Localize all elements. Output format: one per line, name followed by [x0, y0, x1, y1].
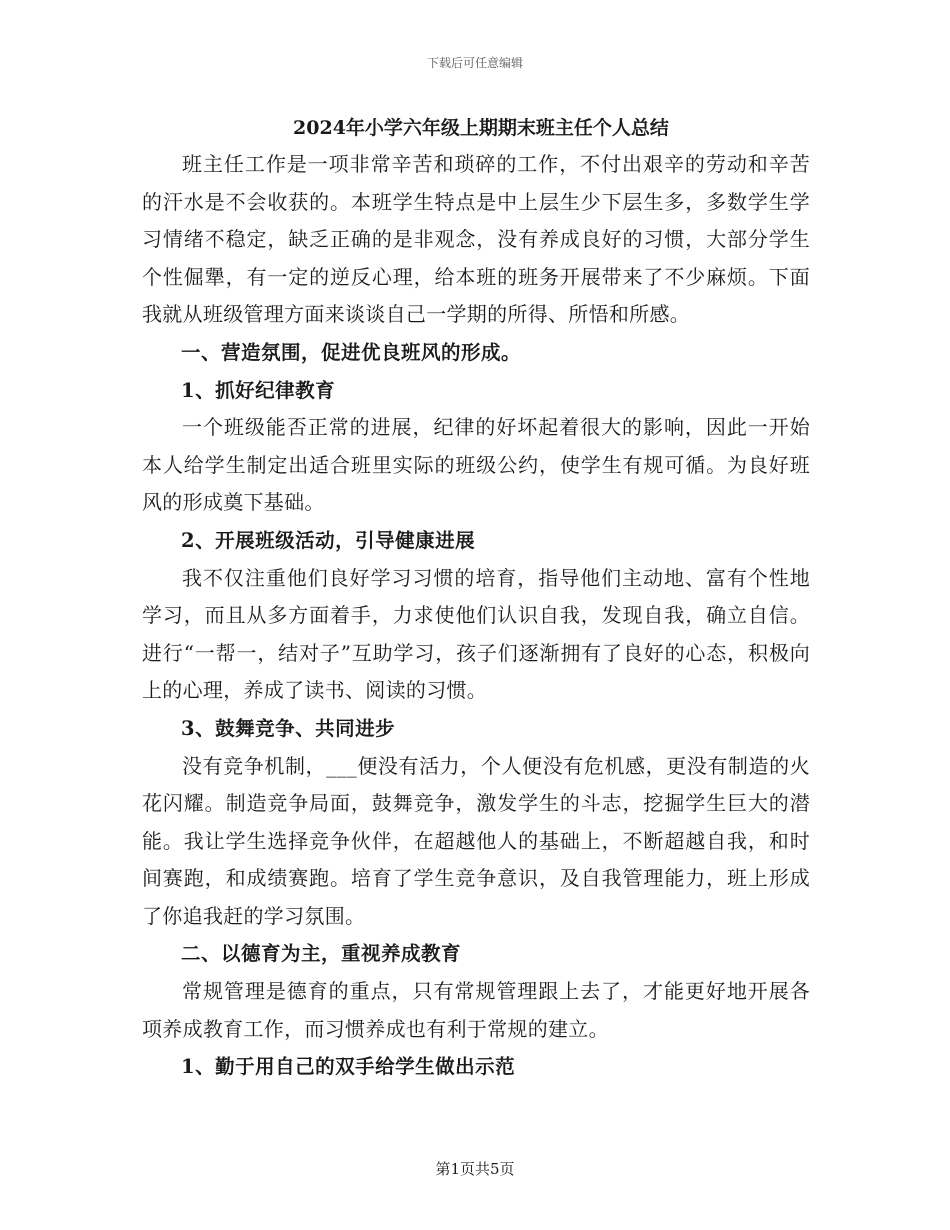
paragraph-competition: 没有竞争机制，___便没有活力，个人便没有危机感，更没有制造的火花闪耀。制造竞争局面，鼓舞竞争，激发学生的斗志，挖掘学生巨大的潜能。我让学生选择竞争伙伴，在超越他人的基础上，不断超越自我，和时间赛跑，和成绩赛跑。培育了学生竞争意识，及自我管理能力，班上形成了你追我赶的学习氛围。 — [142, 753, 810, 928]
subsection-heading-1-2: 2、开展班级活动，引导健康进展 — [181, 528, 476, 552]
paragraph-intro: 班主任工作是一项非常辛苦和琐碎的工作，不付出艰辛的劳动和辛苦的汗水是不会收获的。本班学生特点是中上层生少下层生多，多数学生学习情绪不稳定，缺乏正确的是非观念，没有养成良好的习惯，大部分学生个性倔犟，有一定的逆反心理，给本班的班务开展带来了不少麻烦。下面我就从班级管理方面来谈谈自己一学期的所得、所悟和所感。 — [142, 152, 810, 327]
paragraph-activities: 我不仅注重他们良好学习习惯的培育，指导他们主动地、富有个性地学习，而且从多方面着手，力求使他们认识自我，发现自我，确立自信。进行“一帮一，结对子”互助学习，孩子们逐渐拥有了良好的心态，积极向上的心理，养成了读书、阅读的习惯。 — [142, 565, 810, 703]
subsection-heading-1-3: 3、鼓舞竞争、共同进步 — [181, 716, 396, 740]
section-heading-1: 一、营造氛围，促进优良班风的形成。 — [181, 340, 522, 364]
paragraph-discipline: 一个班级能否正常的进展，纪律的好坏起着很大的影响，因此一开始本人给学生制定出适合班里实际的班级公约，使学生有规可循。为良好班风的形成奠下基础。 — [142, 415, 810, 515]
paragraph-routine: 常规管理是德育的重点，只有常规管理跟上去了，才能更好地开展各项养成教育工作，而习惯养成也有利于常规的建立。 — [142, 979, 810, 1041]
page-footer: 第1页共5页 — [435, 1160, 515, 1178]
section-heading-2: 二、以德育为主，重视养成教育 — [181, 942, 462, 966]
subsection-heading-1-1: 1、抓好纪律教育 — [181, 378, 336, 402]
header-note: 下载后可任意编辑 — [426, 56, 523, 70]
document-title: 2024年小学六年级上期期末班主任个人总结 — [293, 117, 669, 139]
document-body — [142, 110, 810, 1086]
subsection-heading-2-1: 1、勤于用自己的双手给学生做出示范 — [181, 1055, 516, 1079]
